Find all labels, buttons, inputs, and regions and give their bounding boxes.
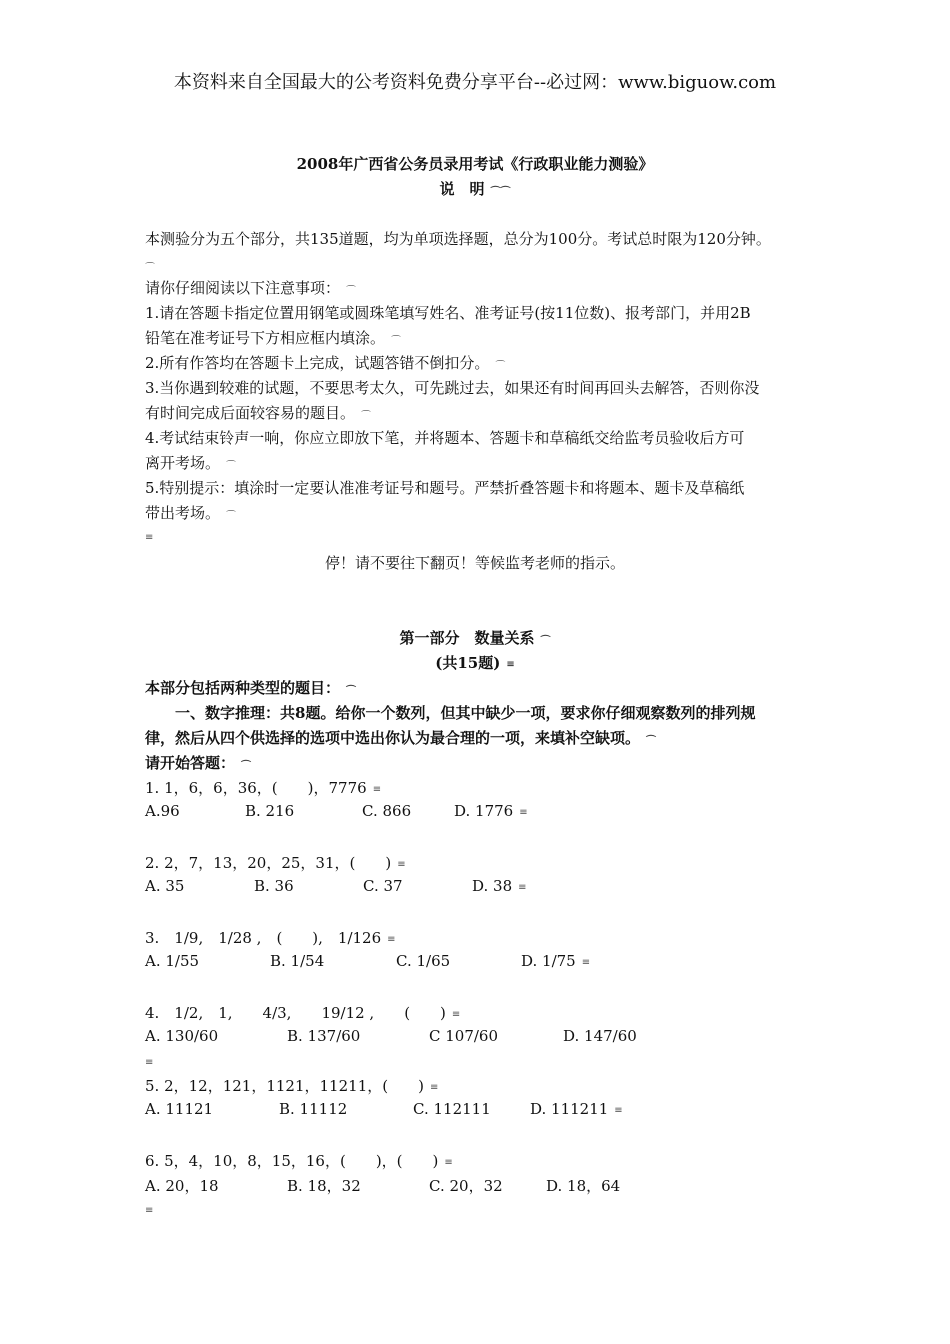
part1-count-text: (共15题) bbox=[435, 654, 501, 672]
question-text: 4. 1/2, 1, 4/3, 19/12 , ( ) bbox=[145, 1004, 446, 1022]
paragraph-mark-icon: ⌒ bbox=[495, 360, 506, 372]
option-c: C. 20，32 bbox=[429, 1177, 503, 1195]
start-prompt-text: 请开始答题： bbox=[145, 754, 236, 772]
question bbox=[145, 1002, 460, 1023]
part1-desc-heading bbox=[145, 677, 356, 698]
note-line-text: 有时间完成后面较容易的题目。 bbox=[145, 404, 356, 422]
options-row bbox=[145, 877, 527, 895]
part1-desc-heading-text: 本部分包括两种类型的题目： bbox=[145, 679, 341, 697]
source-header: 本资料来自全国最大的公考资料免费分享平台--必过网：www.biguow.com bbox=[173, 72, 777, 93]
part1-title bbox=[0, 627, 950, 648]
option-b: B. 18，32 bbox=[287, 1177, 361, 1195]
note-line-text: 带出考场。 bbox=[145, 504, 221, 522]
intro-text: 本测验分为五个部分，共135道题，均为单项选择题，总分为100分。考试总时限为120分钟。 bbox=[145, 230, 771, 248]
question-text: 1. 1，6，6，36，( )，7776 bbox=[145, 779, 367, 797]
question bbox=[145, 1075, 438, 1096]
option-c: C. 37 bbox=[363, 877, 403, 895]
paragraph-mark-icon: ⌒⌒ bbox=[490, 186, 511, 198]
option-d: D. 1776 bbox=[454, 802, 514, 820]
paragraph-mark-icon: ⌒ bbox=[145, 262, 155, 274]
instructions-heading bbox=[0, 178, 950, 199]
paragraph-mark-icon: ⌒ bbox=[241, 760, 252, 772]
note-line: 3.当你遇到较难的试题，不要思考太久，可先跳过去，如果还有时间再回头去解答，否则你没 bbox=[145, 379, 760, 397]
paragraph-mark-icon: ≡ bbox=[397, 858, 406, 870]
option-b: B. 216 bbox=[245, 802, 295, 820]
option-a: A. 35 bbox=[145, 877, 185, 895]
option-a: A. 20，18 bbox=[145, 1177, 219, 1195]
option-b: B. 1/54 bbox=[270, 952, 325, 970]
paragraph-mark-icon: ⌒ bbox=[226, 460, 237, 472]
note-line-text: 2.所有作答均在答题卡上完成，试题答错不倒扣分。 bbox=[145, 354, 490, 372]
options-row bbox=[145, 802, 528, 820]
option-a: A. 130/60 bbox=[145, 1027, 219, 1045]
option-c: C. 112111 bbox=[413, 1100, 491, 1118]
paragraph-mark-icon: ≡ bbox=[506, 658, 515, 670]
note-line bbox=[145, 352, 505, 373]
option-a: A. 1/55 bbox=[145, 952, 200, 970]
start-prompt bbox=[145, 752, 251, 773]
paragraph-mark-icon: ⌒ bbox=[361, 410, 372, 422]
paragraph-mark-icon: ⌒ bbox=[226, 510, 237, 522]
type1-description bbox=[145, 727, 656, 748]
option-d: D. 111211 bbox=[530, 1100, 609, 1118]
type1-description-text: 律，然后从四个供选择的选项中选出你认为最合理的一项，来填补空缺项。 bbox=[145, 729, 641, 747]
part1-title-text: 第一部分 数量关系 bbox=[399, 629, 535, 647]
paragraph-mark-icon: ⌒ bbox=[391, 335, 402, 347]
question bbox=[145, 852, 406, 873]
exam-title: 2008年广西省公务员录用考试《行政职业能力测验》 bbox=[296, 155, 654, 173]
option-a: A.96 bbox=[145, 802, 180, 820]
paragraph-mark-icon: ≡ bbox=[145, 1056, 154, 1068]
paragraph-mark-icon: ⌒ bbox=[346, 285, 357, 297]
paragraph-mark-icon: ≡ bbox=[451, 1008, 461, 1020]
paragraph-mark-icon: ≡ bbox=[372, 783, 382, 795]
option-b: B. 36 bbox=[254, 877, 294, 895]
option-a: A. 11121 bbox=[145, 1100, 214, 1118]
paragraph-mark-icon: ≡ bbox=[145, 1204, 154, 1216]
paragraph-mark-icon: ≡ bbox=[145, 531, 154, 543]
paragraph-mark-icon: ≡ bbox=[387, 933, 396, 945]
note-line bbox=[145, 402, 371, 423]
instructions-heading-text: 说 明 bbox=[439, 180, 485, 198]
option-c: C. 1/65 bbox=[396, 952, 451, 970]
note-line: 5.特别提示：填涂时一定要认准准考证号和题号。严禁折叠答题卡和将题本、题卡及草稿纸 bbox=[145, 479, 745, 497]
notice-heading-text: 请你仔细阅读以下注意事项： bbox=[145, 279, 341, 297]
paragraph-mark-icon: ⌒ bbox=[346, 685, 357, 697]
question bbox=[145, 1150, 453, 1171]
note-line bbox=[145, 502, 236, 523]
paragraph-mark-icon: ≡ bbox=[614, 1104, 623, 1116]
stop-notice: 停！请不要往下翻页！等候监考老师的指示。 bbox=[324, 554, 625, 572]
note-line: 4.考试结束铃声一响，你应立即放下笔，并将题本、答题卡和草稿纸交给监考员验收后方可 bbox=[145, 429, 745, 447]
options-row bbox=[145, 952, 590, 970]
notice-heading bbox=[145, 277, 356, 298]
note-line-text: 铅笔在准考证号下方相应框内填涂。 bbox=[145, 329, 386, 347]
part1-count bbox=[0, 652, 950, 673]
options-row bbox=[145, 1100, 623, 1118]
note-line bbox=[145, 327, 401, 348]
paragraph-mark-icon: ⌒ bbox=[646, 735, 657, 747]
note-line: 1.请在答题卡指定位置用钢笔或圆珠笔填写姓名、准考证号(按11位数)、报考部门，并用2B bbox=[145, 304, 751, 322]
paragraph-mark-icon: ⌒ bbox=[540, 635, 551, 647]
paragraph-mark-icon: ≡ bbox=[518, 881, 527, 893]
paragraph-mark-icon: ≡ bbox=[519, 806, 528, 818]
options-row bbox=[145, 1175, 620, 1196]
question-text: 2. 2，7，13，20，25，31，( ) bbox=[145, 854, 392, 872]
option-d: D. 1/75 bbox=[521, 952, 576, 970]
question-text: 6. 5，4，10，8，15，16，( )，( ) bbox=[145, 1152, 439, 1170]
option-c: C. 866 bbox=[362, 802, 412, 820]
option-b: B. 11112 bbox=[279, 1100, 348, 1118]
option-c: C 107/60 bbox=[429, 1027, 499, 1045]
paragraph-mark-icon: ≡ bbox=[429, 1081, 439, 1093]
note-line bbox=[145, 452, 236, 473]
paragraph-mark-icon: ≡ bbox=[581, 956, 591, 968]
type1-description: 一、数字推理：共8题。给你一个数列，但其中缺少一项，要求你仔细观察数列的排列规 bbox=[175, 704, 756, 722]
options-row bbox=[145, 1027, 637, 1045]
option-d: D. 147/60 bbox=[563, 1027, 637, 1045]
question bbox=[145, 777, 381, 798]
note-line-text: 离开考场。 bbox=[145, 454, 221, 472]
paragraph-mark-icon: ≡ bbox=[444, 1156, 453, 1168]
question-text: 3. 1/9, 1/28 , ( ), 1/126 bbox=[145, 929, 382, 947]
option-b: B. 137/60 bbox=[287, 1027, 361, 1045]
question-text: 5. 2，12，121，1121，11211，( ) bbox=[145, 1077, 424, 1095]
option-d: D. 18，64 bbox=[546, 1177, 621, 1195]
question bbox=[145, 927, 396, 948]
option-d: D. 38 bbox=[472, 877, 513, 895]
